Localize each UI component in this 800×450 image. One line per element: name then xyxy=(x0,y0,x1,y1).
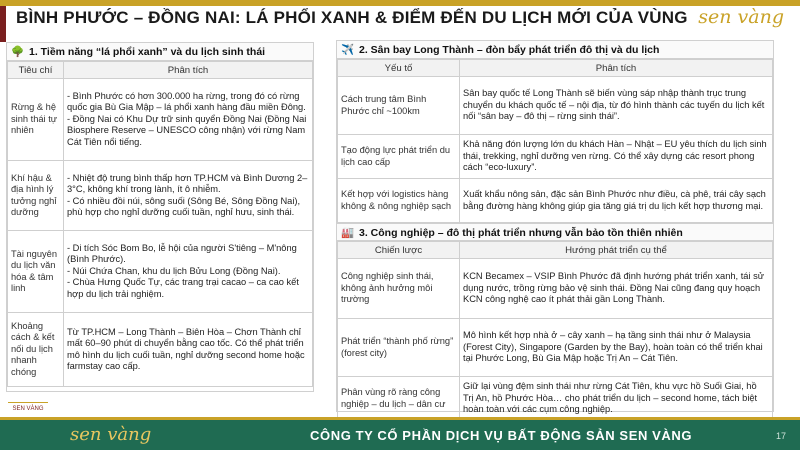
criteria-cell: Tài nguyên du lịch văn hóa & tâm linh xyxy=(8,231,64,313)
airplane-icon: ✈️ xyxy=(341,44,355,56)
column-header: Yếu tố xyxy=(338,60,460,77)
criteria-cell: Khí hậu & địa hình lý tưởng nghỉ dưỡng xyxy=(8,161,64,231)
section-title-text: 2. Sân bay Long Thành – đòn bẩy phát triển đô thị và du lịch xyxy=(359,44,660,56)
section-airport-industry xyxy=(336,40,774,415)
analysis-cell: Khả năng đón lượng lớn du khách Hàn – Nhật – EU yêu thích du lịch sinh thái, trekking, nghỉ dưỡng ven rừng. Có thể xây dựng các resort phong cách “eco-luxury”. xyxy=(460,135,773,179)
column-header: Phân tích xyxy=(460,60,773,77)
footer-logo: sen vàng xyxy=(70,424,152,445)
analysis-cell: - Bình Phước có hơn 300.000 ha rừng, trong đó có rừng quốc gia Bù Gia Mập – lá phổi xanh hàng đầu miền Đông. - Đồng Nai có Khu Dự trữ sinh quyển Đồng Nai (Đồng Nai Biosphere Reserve – UNESCO công nhận) với rừng Nam Cát Tiên nổi tiếng. xyxy=(64,79,313,161)
header-accent-bar xyxy=(0,6,6,42)
criteria-cell: Rừng & hệ sinh thái tự nhiên xyxy=(8,79,64,161)
table-row xyxy=(8,231,313,313)
section-title-text: 3. Công nghiệp – đô thị phát triển nhưng vẫn bảo tồn thiên nhiên xyxy=(359,227,683,239)
criteria-cell: Phân vùng rõ ràng công nghiệp – du lịch – dân cư xyxy=(338,377,460,421)
analysis-cell: Giữ lại vùng đệm sinh thái như rừng Cát Tiên, khu vực hồ Suối Giai, hồ Trị An, hồ Phước Hòa… cho phát triển du lịch – second home, tách biệt hoàn toàn với các cụm công nghiệp. xyxy=(460,377,773,421)
table-row xyxy=(338,135,773,179)
criteria-cell: Công nghiệp sinh thái, không ảnh hưởng môi trường xyxy=(338,259,460,319)
analysis-cell: Sân bay quốc tế Long Thành sẽ biến vùng sáp nhập thành trục trung chuyển du khách quốc tế – nội địa, từ đó hình thành các tuyến du lịch kết nối “sân bay – đô thị – rừng sinh thái”. xyxy=(460,77,773,135)
column-header: Chiến lược xyxy=(338,242,460,259)
criteria-cell: Tạo động lực phát triển du lịch cao cấp xyxy=(338,135,460,179)
brand-logo: sen vàng xyxy=(698,6,784,28)
analysis-cell: KCN Becamex – VSIP Bình Phước đã định hướng phát triển xanh, tái sử dụng nước, trồng rừng bảo vệ sinh thái. Đồng Nai cũng đang quy hoạch KCN công nghệ cao ít phát thải gần Long Thành. xyxy=(460,259,773,319)
criteria-cell: Phát triển “thành phố rừng” (forest city) xyxy=(338,319,460,377)
section-green-lung xyxy=(6,42,314,392)
industry-table xyxy=(337,241,773,421)
table-row xyxy=(338,179,773,223)
factory-icon: 🏭 xyxy=(341,227,355,239)
section-title xyxy=(7,43,313,61)
table-row xyxy=(338,259,773,319)
top-gold-bar xyxy=(0,0,800,6)
table-row xyxy=(338,319,773,377)
airport-table xyxy=(337,59,773,223)
tree-icon: 🌳 xyxy=(11,46,25,58)
table-row xyxy=(338,77,773,135)
column-header: Hướng phát triển cụ thể xyxy=(460,242,773,259)
analysis-table xyxy=(7,61,313,387)
analysis-cell: Từ TP.HCM – Long Thành – Biên Hòa – Chơn Thành chỉ mất 60–90 phút di chuyển bằng cao tốc. Có thể phát triển mô hình du lịch cuối tuần, nghỉ dưỡng second home hoặc farmstay cao cấp. xyxy=(64,313,313,387)
footer-company-name: CÔNG TY CỔ PHẦN DỊCH VỤ BẤT ĐỘNG SẢN SEN VÀNG xyxy=(310,428,693,443)
section-title xyxy=(337,41,773,59)
analysis-cell: - Nhiệt độ trung bình thấp hơn TP.HCM và Bình Dương 2–3°C, không khí trong lành, ít ô nhiễm. - Có nhiều đồi núi, sông suối (Sông Bé, Sông Đồng Nai), phù hợp cho nghỉ dưỡng cuối tuần, nghỉ hưu, sinh thái. xyxy=(64,161,313,231)
column-header: Tiêu chí xyxy=(8,62,64,79)
criteria-cell: Kết hợp với logistics hàng không & nông nghiệp sạch xyxy=(338,179,460,223)
analysis-cell: Mô hình kết hợp nhà ở – cây xanh – hạ tầng sinh thái như ở Malaysia (Forest City), Singapore (Garden by the Bay), hoàn toàn có thể triển khai tại Phước Long, Bù Gia Mập hoặc Trị An – Cát Tiên. xyxy=(460,319,773,377)
table-row xyxy=(338,377,773,421)
page-number: 17 xyxy=(775,431,786,441)
table-row xyxy=(8,313,313,387)
analysis-cell: - Di tích Sóc Bom Bo, lễ hội của người S'tiêng – M'nông (Bình Phước). - Núi Chứa Chan, khu du lịch Bửu Long (Đồng Nai). - Chùa Hưng Quốc Tự, các trang trại cacao – ca cao kết hợp du lịch trải nghiệm. xyxy=(64,231,313,313)
section-title xyxy=(337,223,773,241)
section-title-text: 1. Tiềm năng “lá phổi xanh” và du lịch sinh thái xyxy=(29,46,266,58)
criteria-cell: Cách trung tâm Bình Phước chỉ ~100km xyxy=(338,77,460,135)
table-row xyxy=(8,79,313,161)
criteria-cell: Khoảng cách & kết nối du lịch nhanh chóng xyxy=(8,313,64,387)
corner-logo: SEN VÀNG xyxy=(8,402,48,416)
table-row xyxy=(8,161,313,231)
column-header: Phân tích xyxy=(64,62,313,79)
page-title: BÌNH PHƯỚC – ĐỒNG NAI: LÁ PHỔI XANH & ĐIỂM ĐẾN DU LỊCH MỚI CỦA VÙNG xyxy=(16,8,688,27)
analysis-cell: Xuất khẩu nông sản, đặc sản Bình Phước như điều, cà phê, trái cây sạch bằng đường hàng không giúp gia tăng giá trị du lịch kết hợp thương mại. xyxy=(460,179,773,223)
